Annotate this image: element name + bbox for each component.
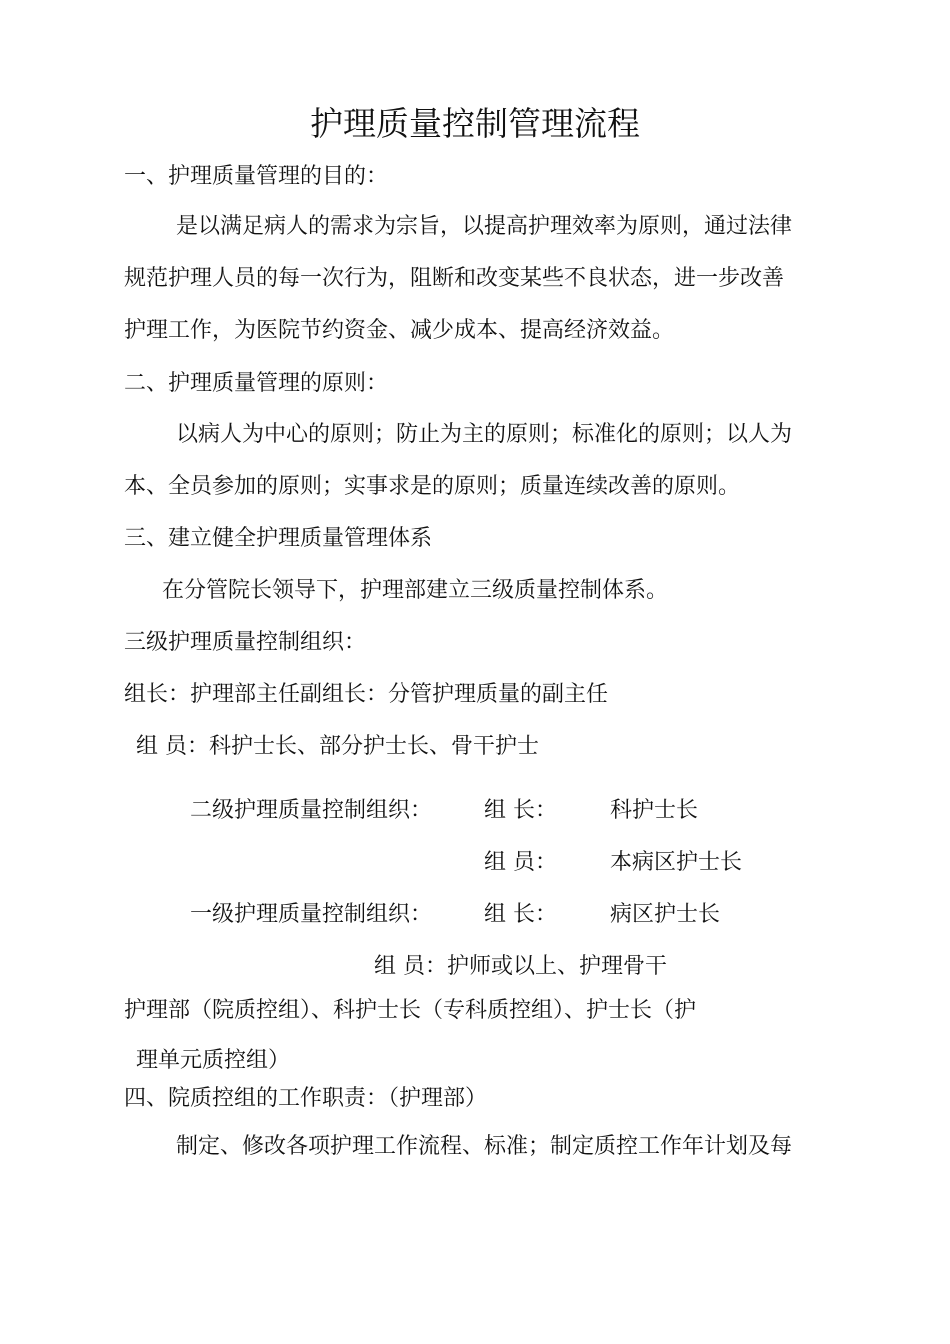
level-2-member-role: 组 员： (484, 850, 557, 875)
section-1-paragraph-line: 规范护理人员的每一次行为，阻断和改变某些不良状态，进一步改善 (124, 266, 785, 291)
section-1-paragraph-line: 护理工作，为医院节约资金、减少成本、提高经济效益。 (124, 318, 675, 343)
section-4-paragraph-line: 制定、修改各项护理工作流程、标准；制定质控工作年计划及每 (176, 1134, 793, 1159)
section-1-paragraph-line: 是以满足病人的需求为宗旨，以提高护理效率为原则，通过法律 (176, 214, 793, 239)
section-2-heading: 二、护理质量管理的原则： (124, 371, 389, 396)
section-2-paragraph-line: 本、全员参加的原则；实事求是的原则；质量连续改善的原则。 (124, 474, 741, 499)
level-1-label: 一级护理质量控制组织： (190, 902, 433, 927)
level-2-label: 二级护理质量控制组织： (190, 798, 433, 823)
level-1-leader-value: 病区护士长 (610, 902, 721, 927)
structure-summary-line: 理单元质控组） (136, 1048, 291, 1073)
level-1-leader-role: 组 长： (484, 902, 557, 927)
level-3-heading: 三级护理质量控制组织： (124, 630, 367, 655)
section-4-heading: 四、院质控组的工作职责：（护理部） (124, 1086, 488, 1111)
level-3-members: 组 员：科护士长、部分护士长、骨干护士 (136, 734, 539, 759)
section-3-intro: 在分管院长领导下，护理部建立三级质量控制体系。 (162, 578, 669, 603)
section-3-heading: 三、建立健全护理质量管理体系 (124, 526, 433, 551)
level-2-member-value: 本病区护士长 (610, 850, 743, 875)
level-3-leaders: 组长：护理部主任副组长：分管护理质量的副主任 (124, 682, 609, 707)
level-1-members: 组 员：护师或以上、护理骨干 (374, 954, 667, 979)
page-title: 护理质量控制管理流程 (310, 104, 640, 143)
section-2-paragraph-line: 以病人为中心的原则；防止为主的原则；标准化的原则；以人为 (176, 422, 793, 447)
section-1-heading: 一、护理质量管理的目的： (124, 164, 389, 189)
level-2-leader-role: 组 长： (484, 798, 557, 823)
structure-summary-line: 护理部（院质控组）、科护士长（专科质控组）、护士长（护 (124, 998, 697, 1023)
level-2-leader-value: 科护士长 (610, 798, 699, 823)
